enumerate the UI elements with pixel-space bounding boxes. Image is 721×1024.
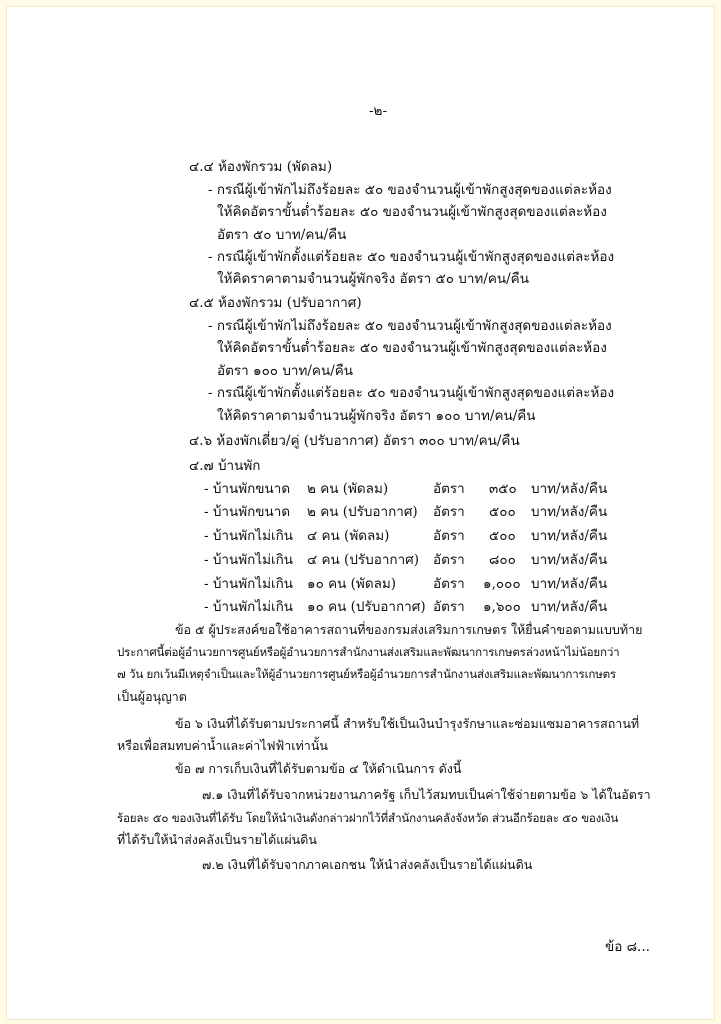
section-4-4-case2-line1: - กรณีผู้เข้าพักตั้งแต่ร้อยละ ๕๐ ของจำนวนผู้เข้าพักสูงสุดของแต่ละห้อง	[208, 249, 615, 265]
house-capacity: ๔ คน (ปรับอากาศ)	[307, 552, 419, 568]
house-capacity: ๒ คน (ปรับอากาศ)	[307, 504, 418, 520]
section-4-6: ๔.๖ ห้องพักเดี่ยว/คู่ (ปรับอากาศ) อัตรา ๓๐๐ บาท/คน/คืน	[189, 433, 520, 449]
clause-6-line2: หรือเพื่อสมทบค่าน้ำและค่าไฟฟ้าเท่านั้น	[117, 738, 328, 753]
house-type: - บ้านพักขนาด	[204, 504, 291, 520]
section-4-7-title: ๔.๗ บ้านพัก	[189, 458, 261, 474]
rate-unit: บาท/หลัง/คืน	[531, 504, 608, 520]
section-4-5-title: ๔.๕ ห้องพักรวม (ปรับอากาศ)	[189, 295, 362, 311]
document-page	[6, 6, 715, 1020]
clause-7-2: ๗.๒ เงินที่ได้รับจากภาคเอกชน ให้นำส่งคลังเป็นรายได้แผ่นดิน	[202, 857, 533, 872]
rate-unit: บาท/หลัง/คืน	[531, 576, 608, 592]
rate-unit: บาท/หลัง/คืน	[531, 552, 608, 568]
section-4-4-title: ๔.๔ ห้องพักรวม (พัดลม)	[189, 159, 333, 175]
rate-amount: ๓๕๐	[489, 481, 517, 497]
section-4-5-case1-line2: ให้คิดอัตราขั้นต่ำร้อยละ ๕๐ ของจำนวนผู้เข้าพักสูงสุดของแต่ละห้อง	[217, 340, 607, 356]
rate-amount: ๕๐๐	[489, 528, 516, 544]
rate-label: อัตรา	[433, 576, 465, 592]
clause-6-line1: ข้อ ๖ เงินที่ได้รับตามประกาศนี้ สำหรับใช้เป็นเงินบำรุงรักษาและซ่อมแซมอาคารสถานที่	[175, 716, 640, 731]
house-type: - บ้านพักไม่เกิน	[204, 552, 294, 568]
house-capacity: ๑๐ คน (ปรับอากาศ)	[307, 599, 426, 615]
rate-amount: ๕๐๐	[489, 504, 516, 520]
clause-7-1-line1: ๗.๑ เงินที่ได้รับจากหน่วยงานภาครัฐ เก็บไว้สมทบเป็นค่าใช้จ่ายตามข้อ ๖ ได้ในอัตรา	[202, 787, 651, 802]
clause-5-line2: ประกาศนี้ต่อผู้อำนวยการศูนย์หรือผู้อำนวยการสำนักงานส่งเสริมและพัฒนาการเกษตรล่วงหน้าไม่น้อยกว่า	[117, 645, 620, 659]
clause-5-line3: ๗ วัน ยกเว้นมีเหตุจำเป็นและให้ผู้อำนวยการศูนย์หรือผู้อำนวยการสำนักงานส่งเสริมและพัฒนาการเกษตร	[117, 667, 616, 681]
house-capacity: ๔ คน (พัดลม)	[307, 528, 390, 544]
rate-amount: ๑,๐๐๐	[483, 576, 521, 592]
house-type: - บ้านพักไม่เกิน	[204, 528, 294, 544]
clause-7-1-line3: ที่ได้รับให้นำส่งคลังเป็นรายได้แผ่นดิน	[117, 832, 317, 847]
rate-unit: บาท/หลัง/คืน	[531, 599, 608, 615]
rate-amount: ๑,๖๐๐	[483, 599, 521, 615]
next-page-marker: ข้อ ๘...	[605, 939, 650, 955]
rate-amount: ๘๐๐	[489, 552, 516, 568]
rate-unit: บาท/หลัง/คืน	[531, 481, 608, 497]
rate-label: อัตรา	[433, 599, 465, 615]
page-number: -๒-	[369, 103, 388, 119]
house-capacity: ๑๐ คน (พัดลม)	[307, 576, 397, 592]
section-4-4-case1-line1: - กรณีผู้เข้าพักไม่ถึงร้อยละ ๕๐ ของจำนวนผู้เข้าพักสูงสุดของแต่ละห้อง	[208, 182, 612, 198]
rate-label: อัตรา	[433, 552, 465, 568]
rate-label: อัตรา	[433, 481, 465, 497]
rate-unit: บาท/หลัง/คืน	[531, 528, 608, 544]
section-4-5-case1-line1: - กรณีผู้เข้าพักไม่ถึงร้อยละ ๕๐ ของจำนวนผู้เข้าพักสูงสุดของแต่ละห้อง	[208, 318, 612, 334]
clause-5-line1: ข้อ ๕ ผู้ประสงค์ขอใช้อาคารสถานที่ของกรมส่งเสริมการเกษตร ให้ยื่นคำขอตามแบบท้าย	[175, 622, 643, 637]
clause-7-title: ข้อ ๗ การเก็บเงินที่ได้รับตามข้อ ๔ ให้ดำเนินการ ดังนี้	[175, 761, 462, 776]
section-4-5-case2-line1: - กรณีผู้เข้าพักตั้งแต่ร้อยละ ๕๐ ของจำนวนผู้เข้าพักสูงสุดของแต่ละห้อง	[208, 385, 615, 401]
clause-5-line4: เป็นผู้อนุญาต	[117, 689, 187, 704]
section-4-5-case2-line2: ให้คิดราคาตามจำนวนผู้พักจริง อัตรา ๑๐๐ บาท/คน/คืน	[217, 408, 536, 424]
rate-label: อัตรา	[433, 504, 465, 520]
rate-label: อัตรา	[433, 528, 465, 544]
clause-7-1-line2: ร้อยละ ๕๐ ของเงินที่ได้รับ โดยให้นำเงินดังกล่าวฝากไว้ที่สำนักงานคลังจังหวัด ส่วนอีกร้อยละ ๕๐ ของเงิน	[117, 811, 619, 825]
section-4-4-case1-line3: อัตรา ๕๐ บาท/คน/คืน	[217, 227, 347, 243]
house-capacity: ๒ คน (พัดลม)	[307, 481, 389, 497]
section-4-4-case1-line2: ให้คิดอัตราขั้นต่ำร้อยละ ๕๐ ของจำนวนผู้เข้าพักสูงสุดของแต่ละห้อง	[217, 204, 607, 220]
house-type: - บ้านพักขนาด	[204, 481, 291, 497]
house-type: - บ้านพักไม่เกิน	[204, 599, 294, 615]
house-type: - บ้านพักไม่เกิน	[204, 576, 294, 592]
section-4-5-case1-line3: อัตรา ๑๐๐ บาท/คน/คืน	[217, 363, 354, 379]
section-4-4-case2-line2: ให้คิดราคาตามจำนวนผู้พักจริง อัตรา ๕๐ บาท/คน/คืน	[217, 271, 529, 287]
